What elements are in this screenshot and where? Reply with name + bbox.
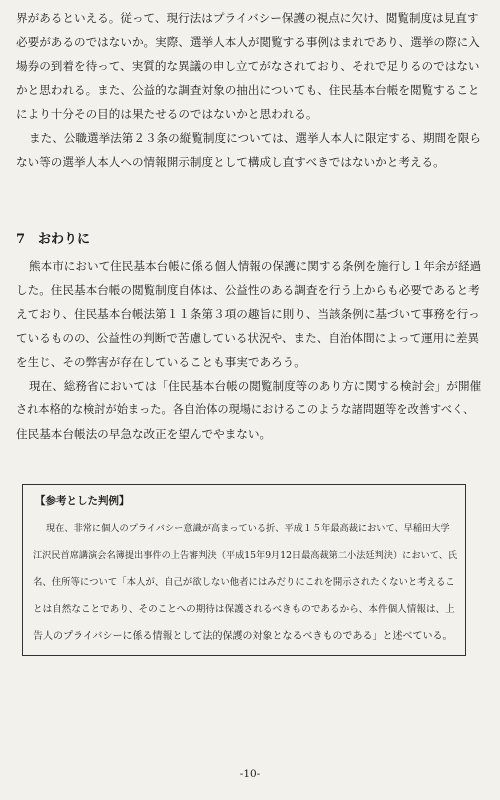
text-line: また、公職選挙法第２３条の縦覧制度については、選挙人本人に限定する、期間を限ら (29, 131, 481, 145)
text-line: 界があるといえる。従って、現行法はプライバシー保護の視点に欠け、閲覧制度は見直す (16, 11, 479, 25)
section-paragraph-1 (16, 254, 482, 374)
text-line: した。住民基本台帳の閲覧制度自体は、公益性のある調査を行う上からも必要であると考 (16, 283, 480, 297)
section-number: 7 (16, 232, 26, 247)
text-line: 現在、総務省においては「住民基本台帳の閲覧制度等のあり方に関する検討会」が開催 (29, 379, 482, 393)
text-line: により十分その目的は果たせるのではないかと思われる。 (16, 107, 318, 121)
text-line: ているものの、公益性の判断で苦慮している状況や、また、自治体間によって運用に差異 (16, 331, 480, 345)
text-line: とは自然なことであり、そのことへの期待は保護されるべきものであるから、本件個人情報は、上 (33, 604, 455, 615)
section-heading (16, 228, 90, 252)
text-line: 住民基本台帳法の早急な改正を望んでやまない。 (16, 427, 272, 441)
text-line: ない等の選挙人本人への情報開示制度として構成し直すべきではないかと考える。 (16, 155, 445, 169)
intro-paragraph-2 (16, 126, 482, 174)
text-line: 現在、非常に個人のプライバシー意識が高まっている折、平成１５年最高裁において、早稲田大学 (46, 523, 450, 534)
section-paragraph-2 (16, 374, 482, 446)
section-title: おわりに (38, 232, 91, 247)
text-line: 熊本市において住民基本台帳に係る個人情報の保護に関する条例を施行し１年余が経過 (29, 259, 482, 273)
text-line: を生じ、その弊害が存在していることも事実であろう。 (16, 355, 306, 369)
text-line: 江沢民首席講演会名簿提出事件の上告審判決（平成15年9月12日最高裁第二小法廷判決）において、氏 (33, 550, 457, 561)
text-line: 必要があるのではないか。実際、選挙人本人が閲覧する事例はまれであり、選挙の際に入 (16, 35, 480, 49)
page-number: -10- (239, 768, 261, 780)
reference-box-body (33, 515, 457, 650)
text-line: 場券の到着を待って、実質的な異議の申し立てがなされており、それで足りるのではない (16, 59, 480, 73)
text-line: えており、住民基本台帳法第１１条第３項の趣旨に則り、当該条例に基づいて事務を行っ (16, 307, 480, 321)
reference-box (22, 484, 466, 656)
text-line: 告人のプライバシーに係る情報として法的保護の対象となるべきものである」と述べている。 (33, 631, 453, 642)
reference-box-title: 【参考とした判例】 (35, 495, 130, 507)
intro-paragraph-1 (16, 6, 482, 126)
text-line: され本格的な検討が始まった。各自治体の現場におけるこのような諸問題等を改善すべく、 (16, 403, 475, 416)
text-line: 名、住所等について「本人が、自己が欲しない他者にはみだりにこれを開示されたくないと考えるこ (33, 577, 455, 588)
text-line: かと思われる。また、公益的な調査対象の抽出についても、住民基本台帳を閲覧すること (16, 83, 480, 97)
